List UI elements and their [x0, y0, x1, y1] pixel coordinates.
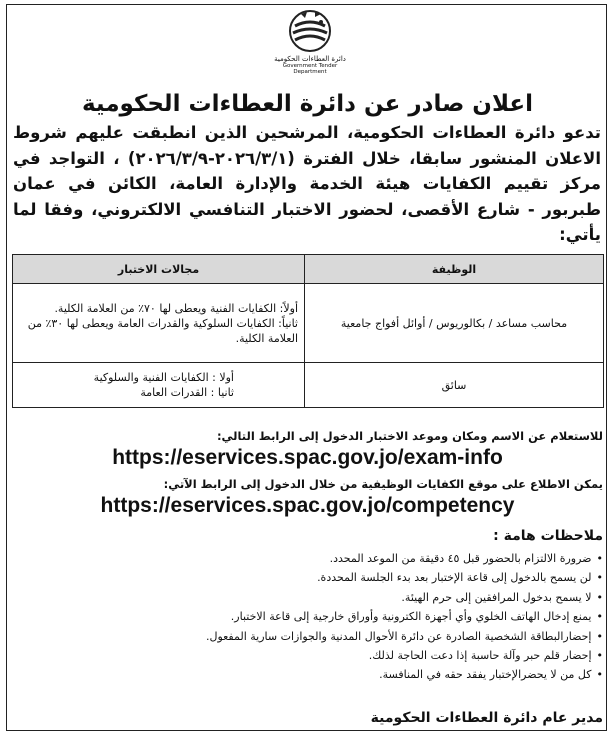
notes-list [13, 549, 603, 685]
table-row [13, 284, 604, 363]
list-item: • إحضار قلم حبر وآلة حاسبة إذا دعت الحاجة لذلك. [13, 646, 603, 665]
job-title: محاسب مساعد / بكالوريوس / أوائل أفواج جامعية [305, 284, 604, 363]
header-test-areas: مجالات الاختبار [13, 255, 305, 284]
logo-name-english: Government Tender Department [282, 63, 338, 75]
list-item: • إحضارالبطاقة الشخصية الصادرة عن دائرة الأحوال المدنية والجوازات سارية المفعول. [13, 627, 603, 646]
table-row [13, 363, 604, 408]
list-item: • ضرورة الالتزام بالحضور قبل ٤٥ دقيقة من الموعد المحدد. [13, 549, 603, 568]
test-areas [13, 284, 305, 363]
jobs-table [12, 254, 604, 408]
job-title: سائق [305, 363, 604, 408]
notes-title: ملاحظات هامة : [493, 528, 603, 544]
list-item: • كل من لا يحضرالإختبار يفقد حقه في المنافسة. [13, 665, 603, 684]
test-area-line: أولا : الكفايات الفنية والسلوكية [93, 371, 234, 384]
signature: مدير عام دائرة العطاءات الحكومية [370, 710, 603, 726]
competency-link[interactable]: https://eservices.spac.gov.jo/competency [100, 494, 515, 517]
announcement-title: اعلان صادر عن دائرة العطاءات الحكومية [81, 91, 533, 117]
list-item: • لا يسمح بدخول المرافقين إلى حرم الهيئة. [13, 588, 603, 607]
list-item: • لن يسمح بالدخول إلى قاعة الإختبار بعد بدء الجلسة المحددة. [13, 568, 603, 587]
test-areas [13, 363, 305, 408]
department-logo [270, 8, 350, 82]
competency-text: يمكن الاطلاع على موقع الكفايات الوظيفية من خلال الدخول إلى الرابط الآتي: [163, 477, 603, 491]
table-header-row [13, 255, 604, 284]
test-area-line: أولاً: الكفايات الفنية ويعطى لها ٧٠٪ من العلامة الكلية. [54, 301, 298, 315]
test-area-line: ثانياً: الكفايات السلوكية والقدرات العامة ويعطى لها ٣٠٪ من العلامة الكلية. [27, 316, 298, 345]
inquiry-text: للاستعلام عن الاسم ومكان وموعد الاختبار الدخول إلى الرابط التالي: [216, 429, 603, 443]
header-job: الوظيفة [305, 255, 604, 284]
test-area-line: ثانيا : القدرات العامة [140, 386, 234, 399]
logo-name-arabic: دائرة العطاءات الحكومية [274, 55, 346, 63]
exam-info-link[interactable]: https://eservices.spac.gov.jo/exam-info [112, 446, 503, 469]
government-tender-department-logo-icon [287, 8, 333, 54]
list-item: • يمنع إدخال الهاتف الخلوي وأي أجهزة الكترونية وأوراق خارجية إلى قاعة الاختبار. [13, 607, 603, 626]
announcement-intro: تدعو دائرة العطاءات الحكومية، المرشحين الذين انطبقت عليهم شروط الاعلان المنشور سابقا، خلال الفترة (٢٠٢٦/٣/١-٢٠٢٦/٣/٩) ، التواجد في مركز تقييم الكفايات هيئة الخدمة والإدارة العامة، الكائن في عمان طبربور - شارع الأقصى، لحضور الاختبار التنافسي الالكتروني، وفقا لما يأتي: [13, 123, 601, 244]
